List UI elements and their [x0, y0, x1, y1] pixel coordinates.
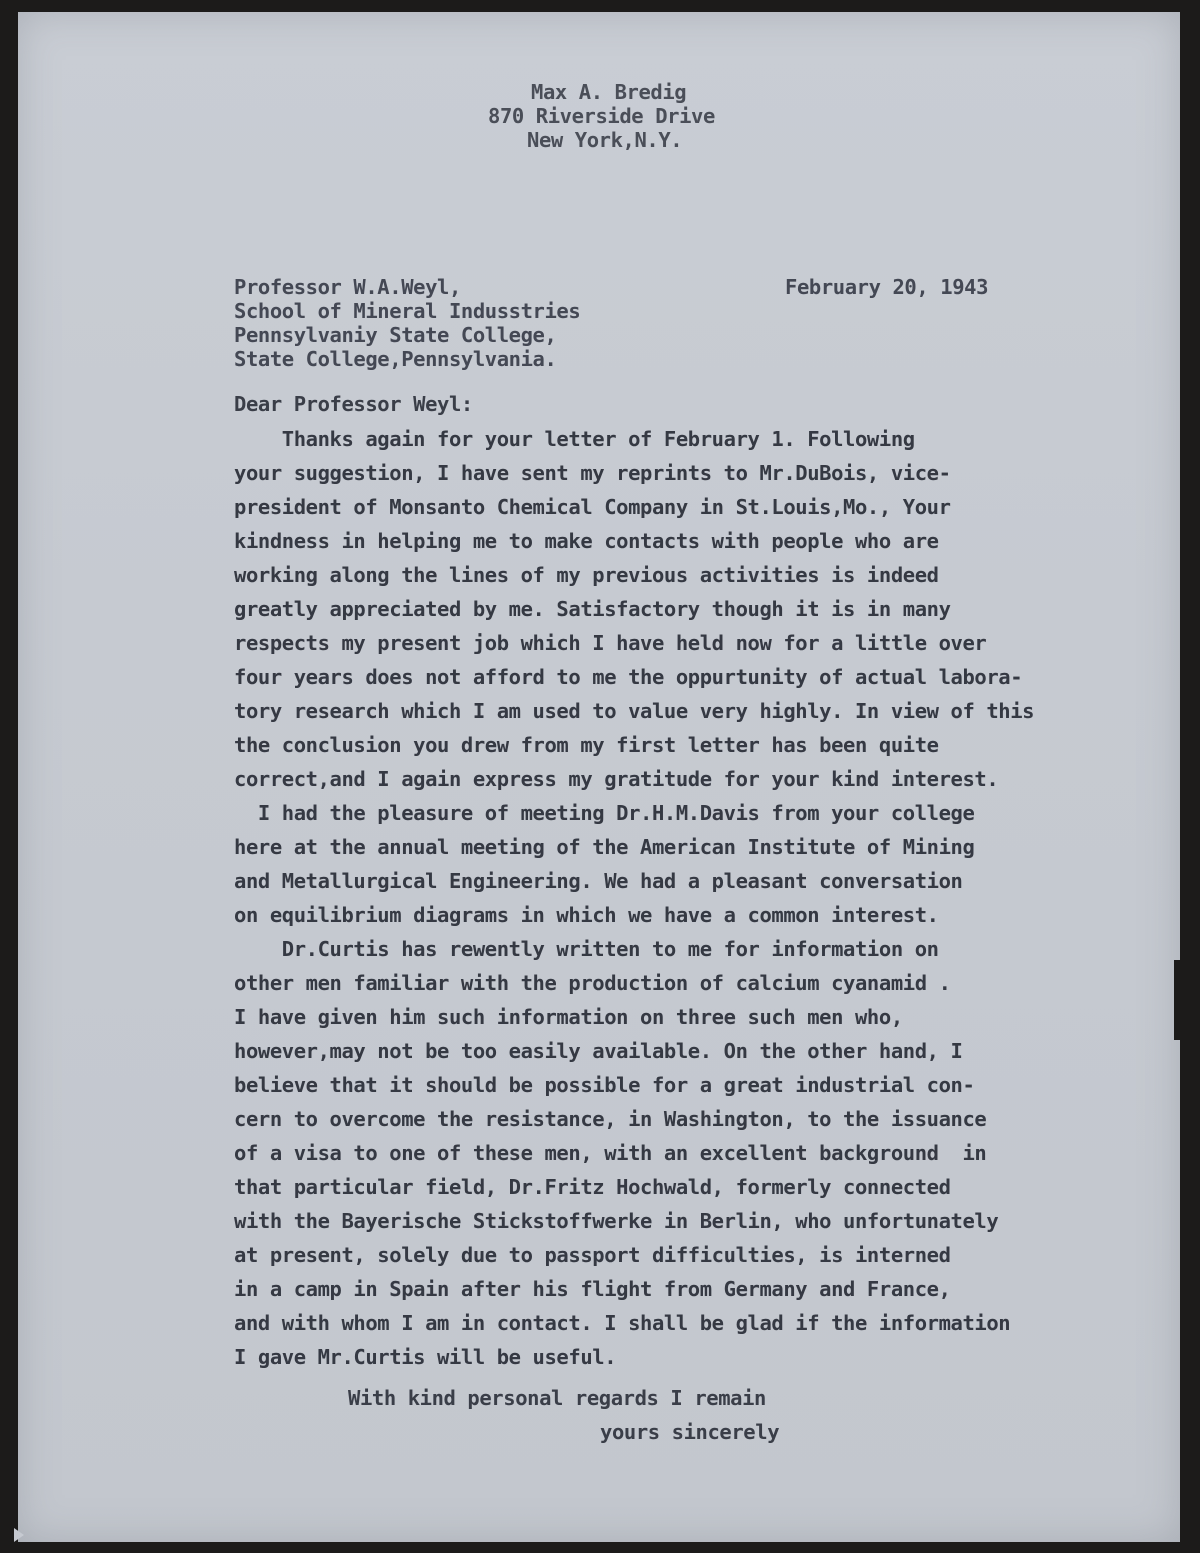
body-line: the conclusion you drew from my first letter has been quite: [234, 733, 939, 757]
recipient-line-1: Professor W.A.Weyl,: [234, 275, 461, 299]
salutation: Dear Professor Weyl:: [234, 392, 473, 416]
body-line: with the Bayerische Stickstoffwerke in Berlin, who unfortunately: [234, 1209, 999, 1233]
body-line: at present, solely due to passport difficulties, is interned: [234, 1243, 951, 1267]
body-line: greatly appreciated by me. Satisfactory though it is in many: [234, 597, 951, 621]
body-line: your suggestion, I have sent my reprints to Mr.DuBois, vice-: [234, 461, 951, 485]
body-line: I gave Mr.Curtis will be useful.: [234, 1345, 617, 1369]
body-line: on equilibrium diagrams in which we have a common interest.: [234, 903, 939, 927]
letter-date: February 20, 1943: [785, 275, 989, 299]
body-line: other men familiar with the production of calcium cyanamid .: [234, 971, 951, 995]
sender-name: Max A. Bredig: [531, 80, 687, 104]
sender-street: 870 Riverside Drive: [488, 104, 715, 128]
body-line: and Metallurgical Engineering. We had a pleasant conversation: [234, 869, 963, 893]
recipient-line-3: Pennsylvaniy State College,: [234, 323, 557, 347]
body-line: kindness in helping me to make contacts with people who are: [234, 529, 939, 553]
body-line: that particular field, Dr.Fritz Hochwald, formerly connected: [234, 1175, 951, 1199]
body-line: here at the annual meeting of the American Institute of Mining: [234, 835, 975, 859]
body-line: four years does not afford to me the oppurtunity of actual labora-: [234, 665, 1023, 689]
body-line: Thanks again for your letter of February 1. Following: [234, 427, 915, 451]
body-line: tory research which I am used to value very highly. In view of this: [234, 699, 1035, 723]
closing-regards: With kind personal regards I remain: [348, 1386, 766, 1410]
body-line: believe that it should be possible for a great industrial con-: [234, 1073, 975, 1097]
sender-city: New York,N.Y.: [527, 128, 683, 152]
body-line: working along the lines of my previous activities is indeed: [234, 563, 939, 587]
body-line: however,may not be too easily available. On the other hand, I: [234, 1039, 963, 1063]
body-line: and with whom I am in contact. I shall be glad if the information: [234, 1311, 1011, 1335]
body-line: president of Monsanto Chemical Company in St.Louis,Mo., Your: [234, 495, 951, 519]
body-line: correct,and I again express my gratitude for your kind interest.: [234, 767, 999, 791]
recipient-line-4: State College,Pennsylvania.: [234, 347, 557, 371]
recipient-line-2: School of Mineral Indusstries: [234, 299, 581, 323]
body-line: in a camp in Spain after his flight from Germany and France,: [234, 1277, 951, 1301]
body-line: Dr.Curtis has rewently written to me for information on: [234, 937, 939, 961]
body-line: of a visa to one of these men, with an excellent background in: [234, 1141, 987, 1165]
body-line: I have given him such information on three such men who,: [234, 1005, 903, 1029]
body-line: cern to overcome the resistance, in Washington, to the issuance: [234, 1107, 987, 1131]
body-line: I had the pleasure of meeting Dr.H.M.Davis from your college: [234, 801, 975, 825]
body-line: respects my present job which I have held now for a little over: [234, 631, 987, 655]
closing-sincerely: yours sincerely: [600, 1420, 780, 1444]
